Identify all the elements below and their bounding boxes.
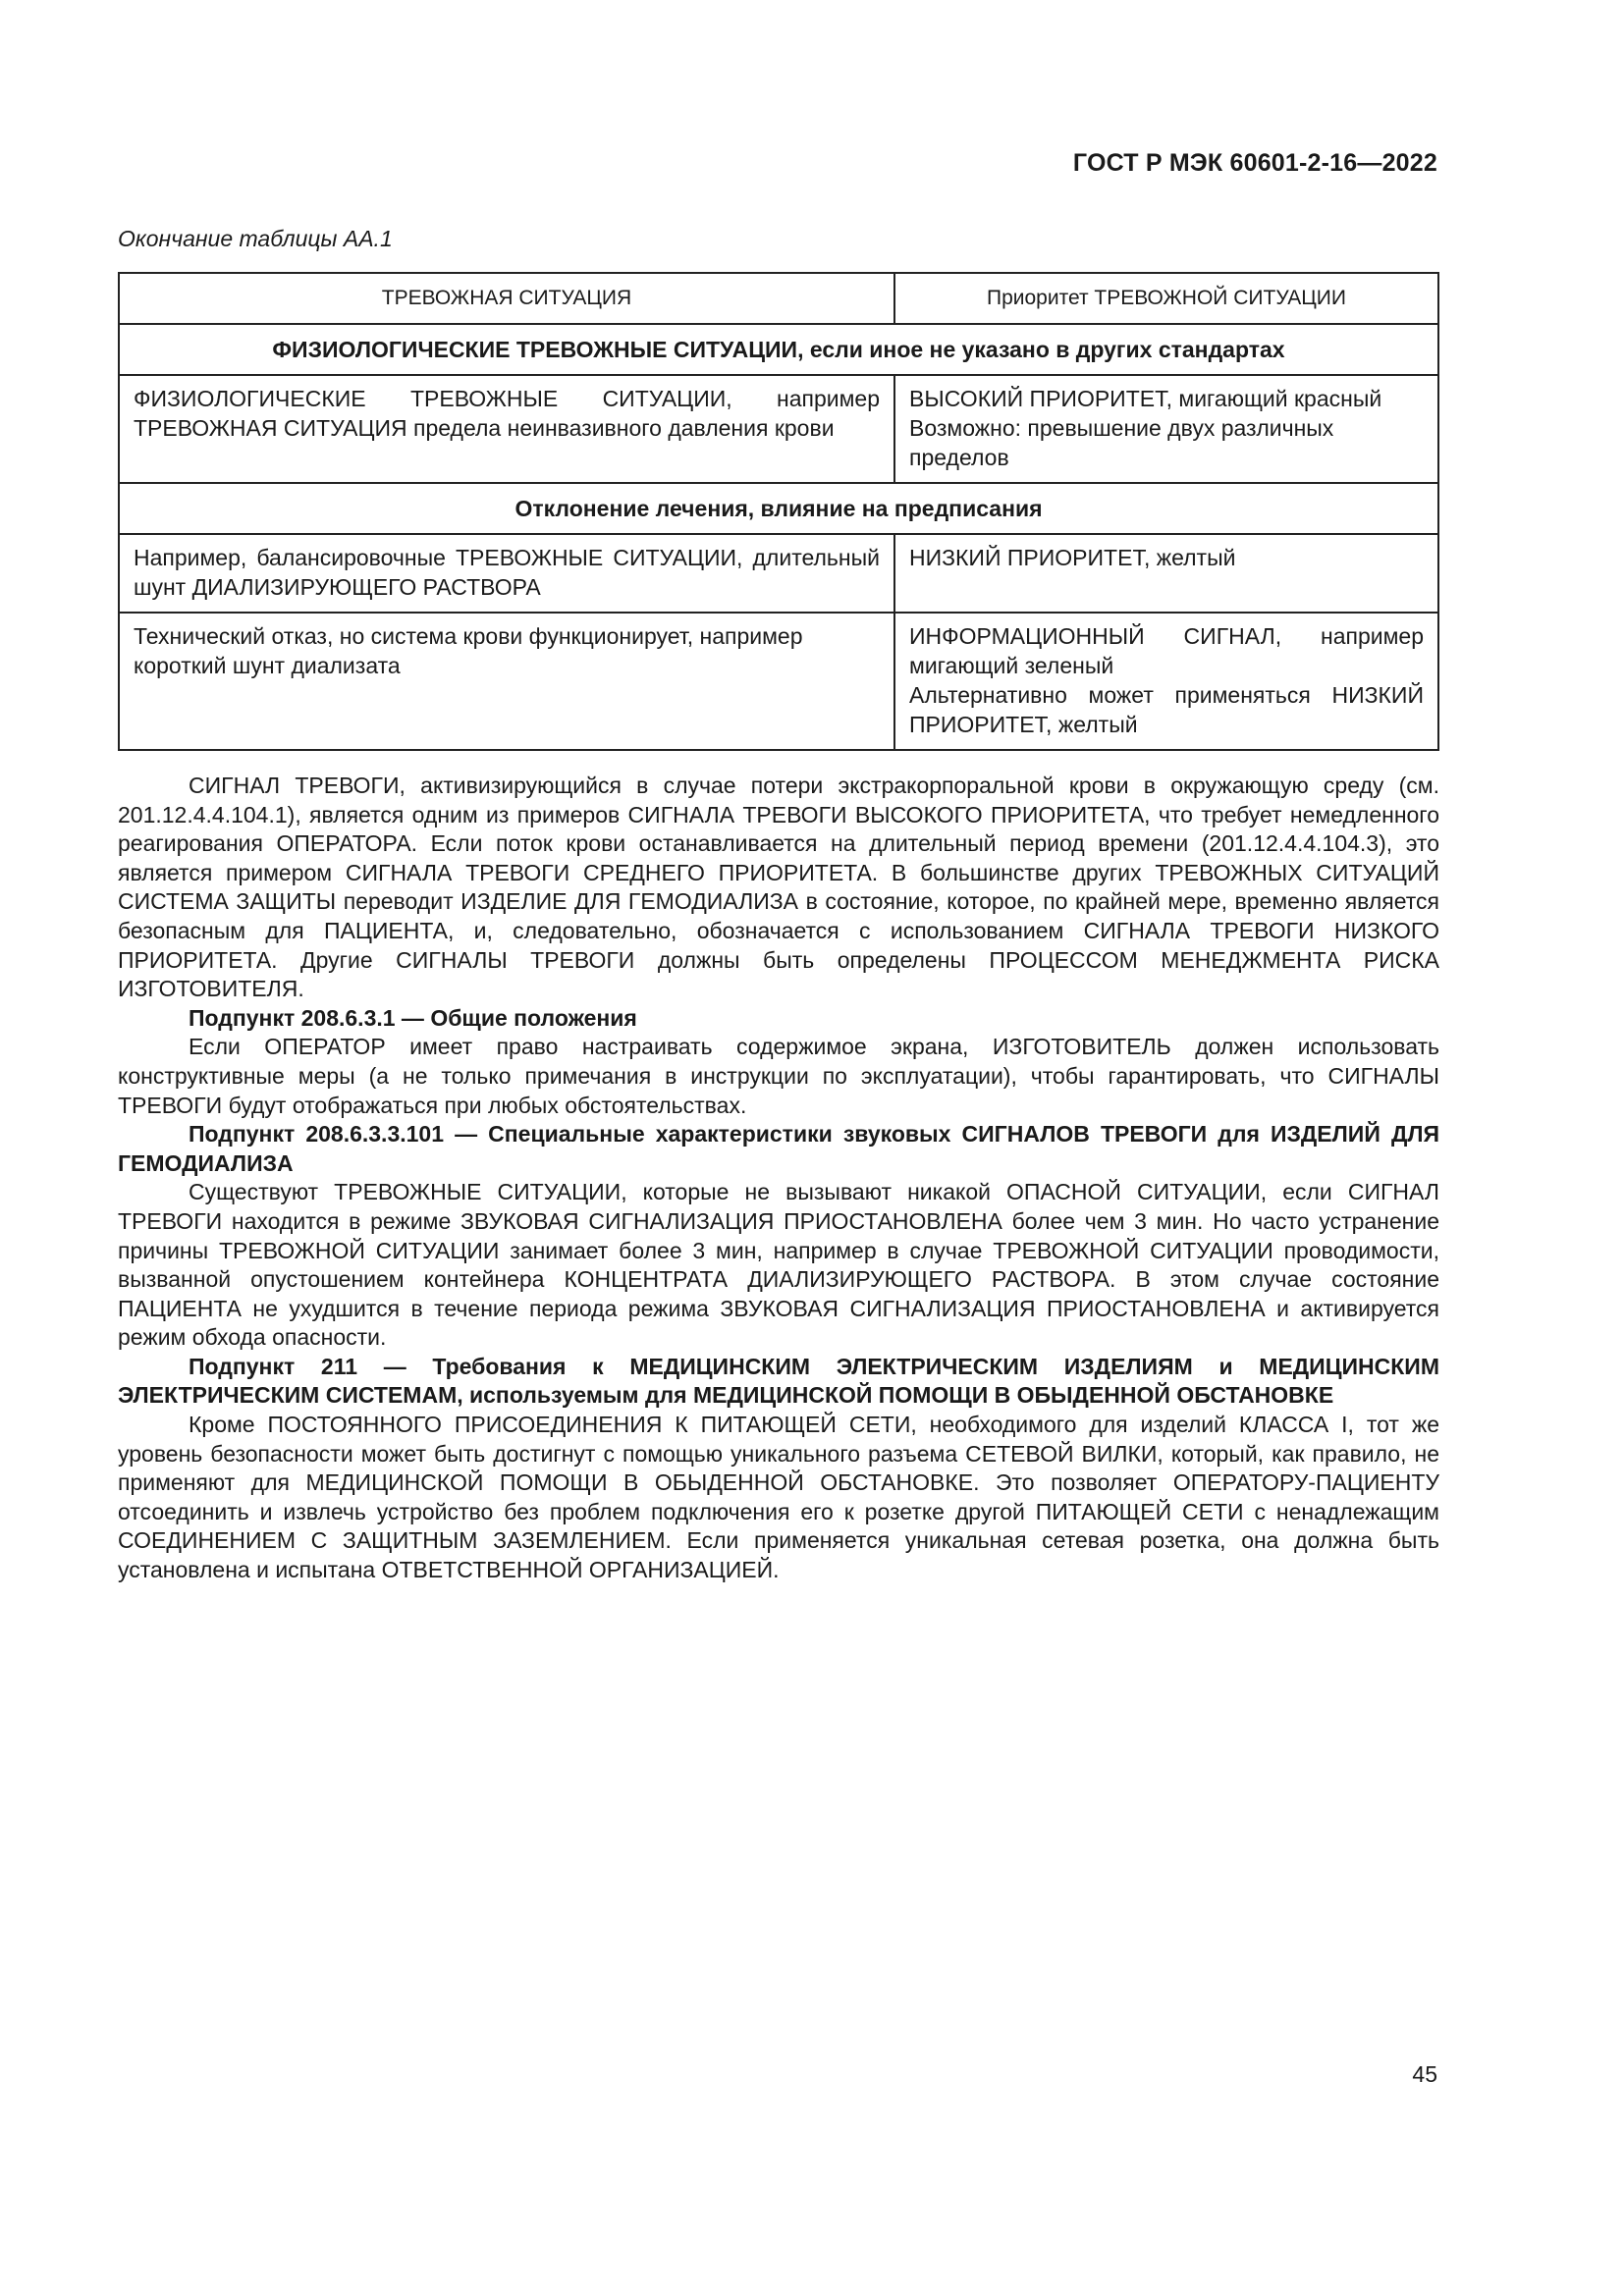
section-physiological: ФИЗИОЛОГИЧЕСКИЕ ТРЕВОЖНЫЕ СИТУАЦИИ, если иное не указано в других стандартах (119, 324, 1438, 375)
paragraph-audio-paused: Существуют ТРЕВОЖНЫЕ СИТУАЦИИ, которые не вызывают никакой ОПАСНОЙ СИТУАЦИИ, если СИГНАЛ ТРЕВОГИ находится в режиме ЗВУКОВАЯ СИГНАЛИЗАЦИЯ ПРИОСТАНОВЛЕНА более чем 3 мин. Но часто устранение причины ТРЕВОЖНОЙ СИТУАЦИИ занимает более 3 мин, например в случае ТРЕВОЖНОЙ СИТУАЦИИ проводимости, вызванной опустошением контейнера КОНЦЕНТРАТА ДИАЛИЗИРУЮЩЕГО РАСТВОРА. В этом случае состояние ПАЦИЕНТА не ухудшится в течение периода режима ЗВУКОВАЯ СИГНАЛИЗАЦИЯ ПРИОСТАНОВЛЕНА и активируется режим обхода опасности. (118, 1179, 1439, 1351)
table-cell-condition: Технический отказ, но система крови функционирует, например короткий шунт диализата (119, 613, 894, 750)
priority-note: Альтернативно может применяться НИЗКИЙ ПРИОРИТЕТ, желтый (909, 682, 1424, 737)
table-section-row (119, 324, 1438, 375)
table-row (119, 375, 1438, 483)
table-cell-condition: Например, балансировочные ТРЕВОЖНЫЕ СИТУАЦИИ, длительный шунт ДИАЛИЗИРУЮЩЕГО РАСТВОРА (119, 534, 894, 613)
priority-text: ВЫСОКИЙ ПРИОРИТЕТ, мигающий красный (909, 386, 1382, 411)
table-cell-condition: ФИЗИОЛОГИЧЕСКИЕ ТРЕВОЖНЫЕ СИТУАЦИИ, например ТРЕВОЖНАЯ СИТУАЦИЯ предела неинвазивного давления крови (119, 375, 894, 483)
paragraph-home-healthcare: Кроме ПОСТОЯННОГО ПРИСОЕДИНЕНИЯ К ПИТАЮЩЕЙ СЕТИ, необходимого для изделий КЛАССА I, тот же уровень безопасности может быть достигнут с помощью уникального разъема СЕТЕВОЙ ВИЛКИ, который, как правило, не применяют для МЕДИЦИНСКОЙ ПОМОЩИ В ОБЫДЕННОЙ ОБСТАНОВКЕ. Это позволяет ОПЕРАТОРУ-ПАЦИЕНТУ отсоединить и извлечь устройство без проблем подключения его к розетке другой ПИТАЮЩЕЙ СЕТИ с ненадлежащим СОЕДИНЕНИЕМ С ЗАЩИТНЫМ ЗАЗЕМЛЕНИЕМ. Если применяется уникальная сетевая розетка, она должна быть установлена и испытана ОТВЕТСТВЕННОЙ ОРГАНИЗАЦИЕЙ. (118, 1412, 1439, 1583)
body-text (118, 772, 1439, 1585)
table-section-row (119, 483, 1438, 534)
column-header-alarm-condition: ТРЕВОЖНАЯ СИТУАЦИЯ (119, 273, 894, 324)
paragraph-screen-config: Если ОПЕРАТОР имеет право настраивать содержимое экрана, ИЗГОТОВИТЕЛЬ должен использовать конструктивные меры (а не только примечания в инструкции по эксплуатации), чтобы гарантировать, что СИГНАЛЫ ТРЕВОГИ будут отображаться при любых обстоятельствах. (118, 1034, 1439, 1118)
table-row (119, 613, 1438, 750)
section-treatment-deviation: Отклонение лечения, влияние на предписания (119, 483, 1438, 534)
table-row (119, 534, 1438, 613)
subclause-heading-208-6-3-1: Подпункт 208.6.3.1 — Общие положения (189, 1004, 637, 1031)
page-number: 45 (1412, 2061, 1437, 2087)
priority-note: Возможно: превышение двух различных пределов (909, 415, 1334, 470)
table-caption: Окончание таблицы АА.1 (118, 226, 393, 251)
column-header-priority: Приоритет ТРЕВОЖНОЙ СИТУАЦИИ (894, 273, 1438, 324)
priority-text: НИЗКИЙ ПРИОРИТЕТ, желтый (909, 545, 1236, 570)
subclause-heading-211: Подпункт 211 — Требования к МЕДИЦИНСКИМ ЭЛЕКТРИЧЕСКИМ ИЗДЕЛИЯМ и МЕДИЦИНСКИМ ЭЛЕКТРИЧЕСКИМ СИСТЕМАМ, используемым для МЕДИЦИНСКОЙ ПОМОЩИ В ОБЫДЕННОЙ ОБСТАНОВКЕ (118, 1353, 1439, 1409)
table-cell-priority (894, 613, 1438, 750)
table-cell-priority (894, 534, 1438, 613)
document-id: ГОСТ Р МЭК 60601-2-16—2022 (1072, 149, 1437, 177)
priority-text: ИНФОРМАЦИОННЫЙ СИГНАЛ, например мигающий зеленый (909, 623, 1424, 678)
alarm-priority-table (118, 272, 1439, 751)
table-cell-priority (894, 375, 1438, 483)
subclause-heading-208-6-3-3-101: Подпункт 208.6.3.3.101 — Специальные характеристики звуковых СИГНАЛОВ ТРЕВОГИ для ИЗДЕЛИЙ ДЛЯ ГЕМОДИАЛИЗА (118, 1121, 1439, 1176)
table-header-row (119, 273, 1438, 324)
paragraph-alarm-signals: СИГНАЛ ТРЕВОГИ, активизирующийся в случае потери экстракорпоральной крови в окружающую среду (см. 201.12.4.4.104.1), является одним из примеров СИГНАЛА ТРЕВОГИ ВЫСОКОГО ПРИОРИТЕТА, что требует немедленного реагирования ОПЕРАТОРА. Если поток крови останавливается на длительный период времени (201.12.4.4.104.3), это является примером СИГНАЛА ТРЕВОГИ СРЕДНЕГО ПРИОРИТЕТА. В большинстве других ТРЕВОЖНЫХ СИТУАЦИЙ СИСТЕМА ЗАЩИТЫ переводит ИЗДЕЛИЕ ДЛЯ ГЕМОДИАЛИЗА в состояние, которое, по крайней мере, временно является безопасным для ПАЦИЕНТА, и, следовательно, обозначается с использованием СИГНАЛА ТРЕВОГИ НИЗКОГО ПРИОРИТЕТА. Другие СИГНАЛЫ ТРЕВОГИ должны быть определены ПРОЦЕССОМ МЕНЕДЖМЕНТА РИСКА ИЗГОТОВИТЕЛЯ. (118, 773, 1439, 1002)
